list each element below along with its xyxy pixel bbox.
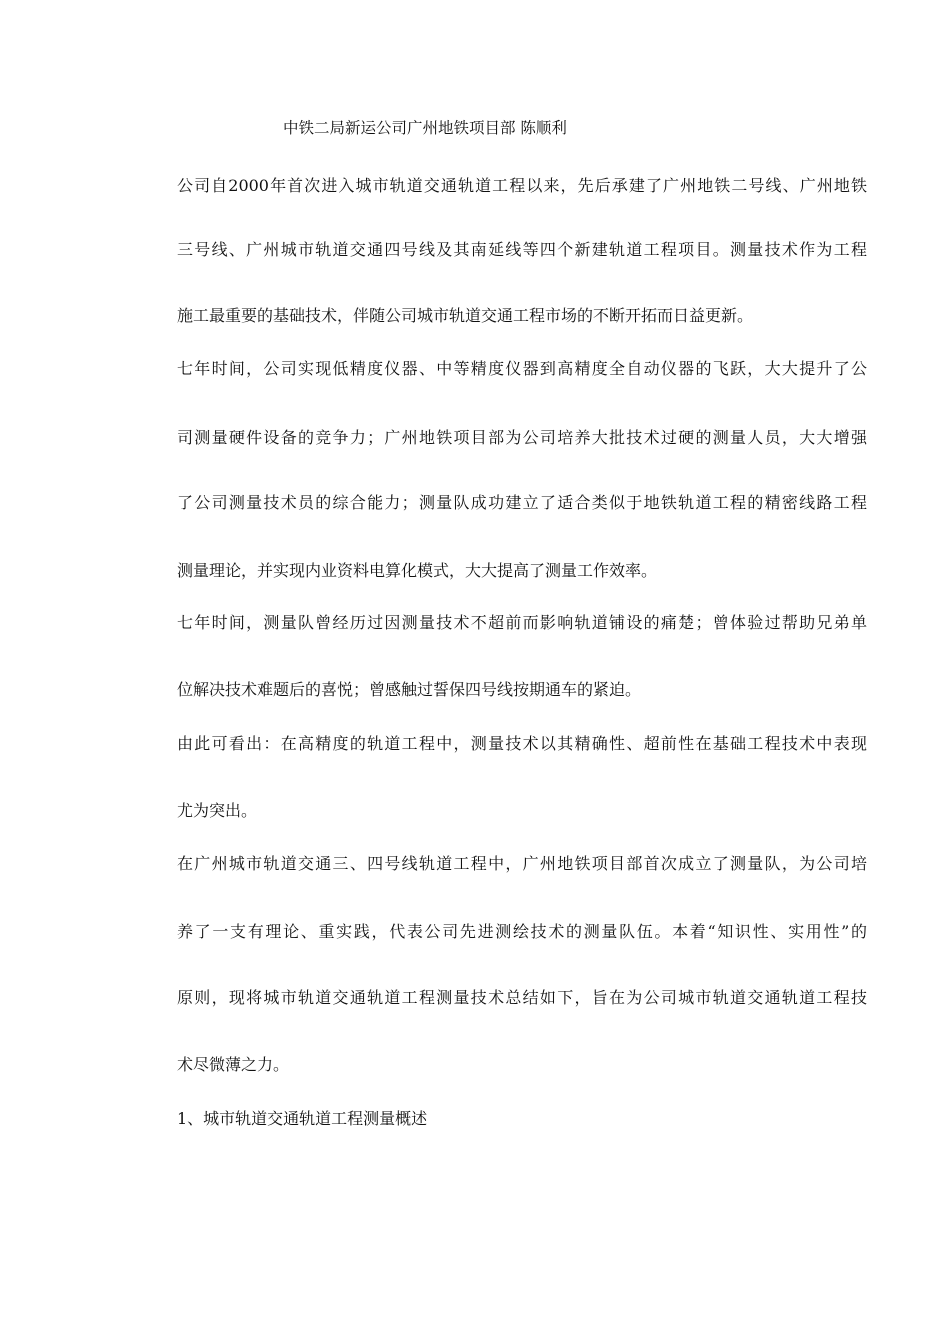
paragraph-2-line-1: 七年时间，公司实现低精度仪器、中等精度仪器到高精度全自动仪器的飞跃，大大提升了公 [177,359,867,378]
paragraph-5-line-1: 在广州城市轨道交通三、四号线轨道工程中，广州地铁项目部首次成立了测量队，为公司培 [177,854,867,873]
paragraph-2-line-4: 测量理论，并实现内业资料电算化模式，大大提高了测量工作效率。 [177,561,658,580]
document-title: 中铁二局新运公司广州地铁项目部 陈顺利 [283,119,567,137]
paragraph-4-line-1: 由此可看出：在高精度的轨道工程中，测量技术以其精确性、超前性在基础工程技术中表现 [177,734,867,753]
section-heading-1: 1、城市轨道交通轨道工程测量概述 [177,1109,428,1128]
paragraph-1-line-1: 公司自2000年首次进入城市轨道交通轨道工程以来，先后承建了广州地铁二号线、广州地铁 [177,176,867,195]
paragraph-3-line-2: 位解决技术难题后的喜悦；曾感触过誓保四号线按期通车的紧迫。 [177,680,642,699]
paragraph-5-line-4: 术尽微薄之力。 [177,1055,290,1074]
paragraph-5-line-3: 原则，现将城市轨道交通轨道工程测量技术总结如下，旨在为公司城市轨道交通轨道工程技 [177,988,867,1007]
paragraph-1-line-3: 施工最重要的基础技术，伴随公司城市轨道交通工程市场的不断开拓而日益更新。 [177,306,754,325]
paragraph-5-line-2: 养了一支有理论、重实践，代表公司先进测绘技术的测量队伍。本着“知识性、实用性”的 [177,922,867,941]
paragraph-2-line-3: 了公司测量技术员的综合能力；测量队成功建立了适合类似于地铁轨道工程的精密线路工程 [177,493,867,512]
paragraph-1-line-2: 三号线、广州城市轨道交通四号线及其南延线等四个新建轨道工程项目。测量技术作为工程 [177,240,867,259]
paragraph-3-line-1: 七年时间，测量队曾经历过因测量技术不超前而影响轨道铺设的痛楚；曾体验过帮助兄弟单 [177,613,867,632]
paragraph-2-line-2: 司测量硬件设备的竞争力；广州地铁项目部为公司培养大批技术过硬的测量人员，大大增强 [177,428,867,447]
paragraph-4-line-2: 尤为突出。 [177,801,258,820]
